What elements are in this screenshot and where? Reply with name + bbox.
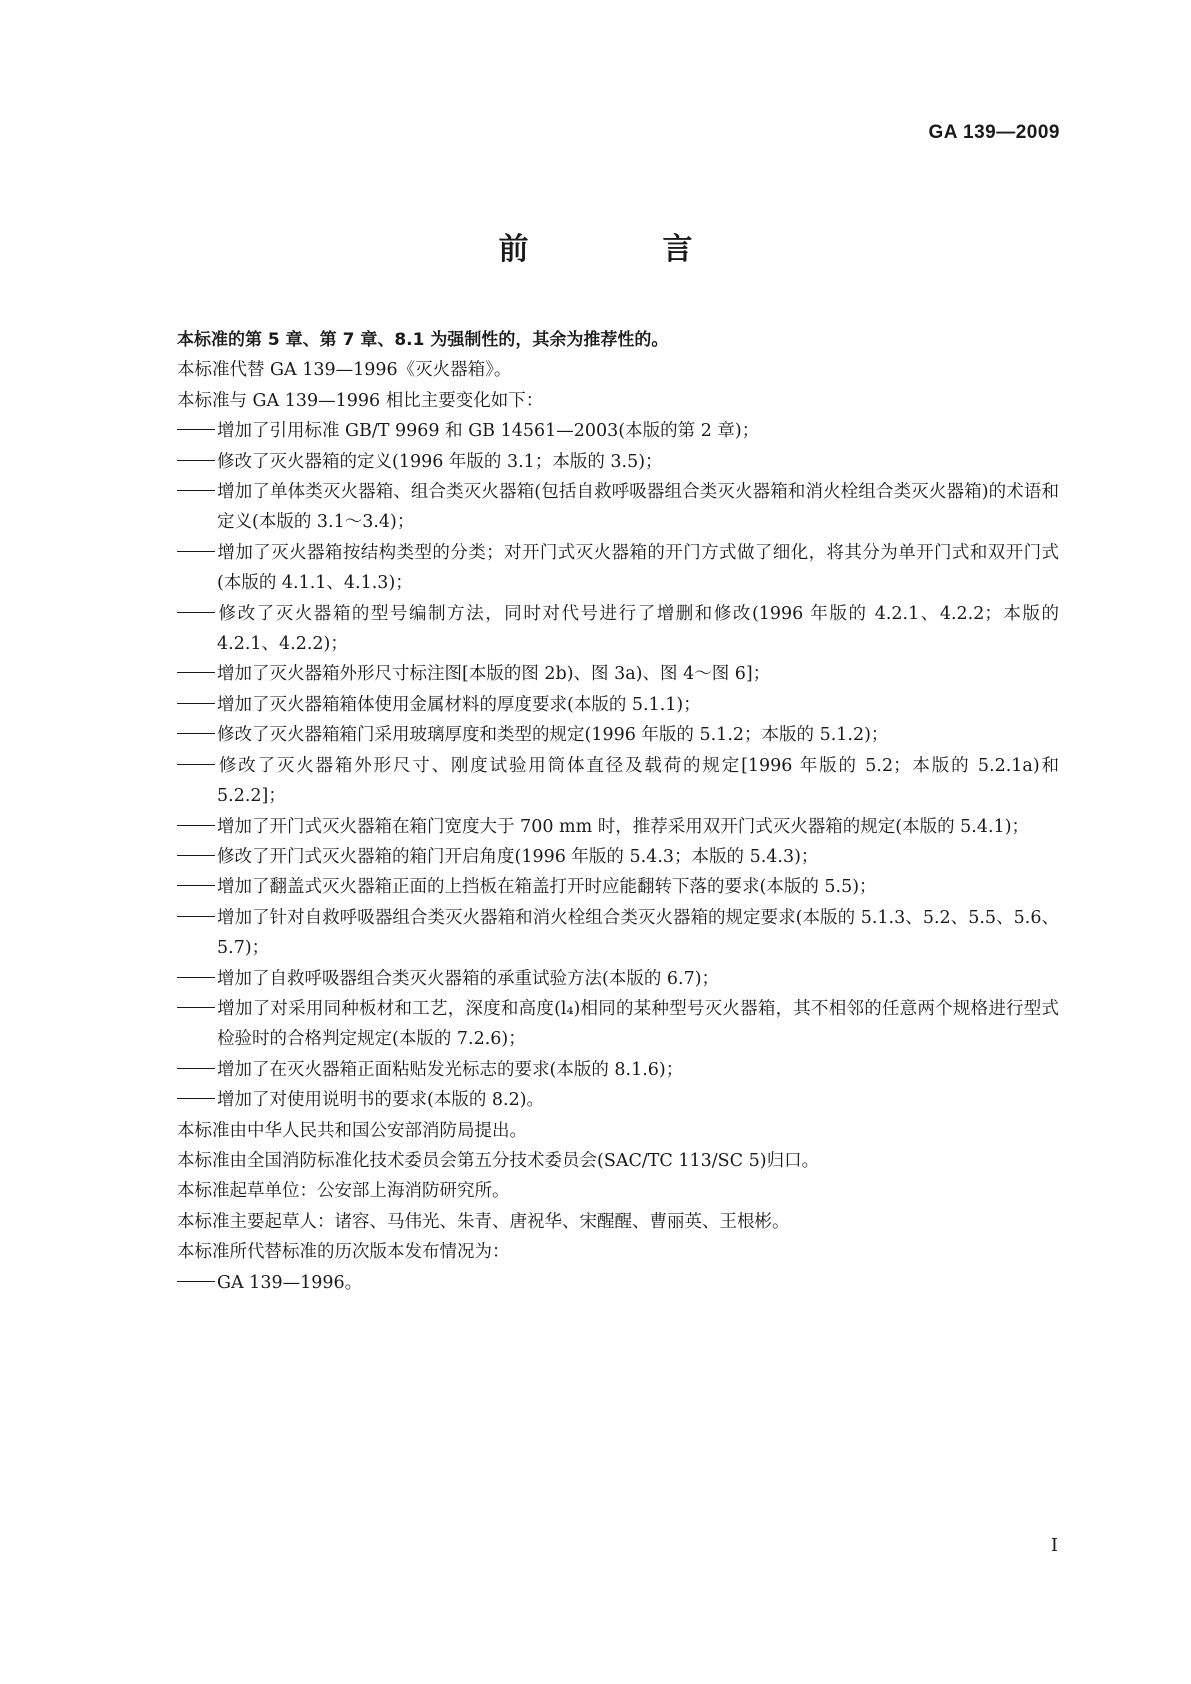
list-item-text: 增加了对采用同种板材和工艺，深度和高度(l₄)相同的某种型号灭火器箱，其不相邻的任意两个规格进行型式检验时的合格判定规定(本版的 7.2.6)；	[217, 998, 1059, 1050]
dash-marker	[177, 477, 217, 507]
dash-marker	[177, 994, 217, 1024]
dash-marker	[177, 872, 217, 902]
list-item	[177, 416, 1059, 446]
list-item-text: 增加了自救呼吸器组合类灭火器箱的承重试验方法(本版的 6.7)；	[217, 968, 720, 989]
dash-marker	[177, 903, 217, 933]
list-item	[177, 751, 1059, 812]
page-number: I	[1050, 1535, 1058, 1556]
list-item	[177, 994, 1059, 1055]
list-item-text: 修改了灭火器箱的定义(1996 年版的 3.1；本版的 3.5)；	[217, 451, 663, 472]
dash-marker	[177, 720, 217, 750]
changes-list	[177, 416, 1059, 1115]
list-item	[177, 538, 1059, 599]
list-item	[177, 1055, 1059, 1085]
list-item-text: 增加了灭火器箱箱体使用金属材料的厚度要求(本版的 5.1.1)；	[217, 694, 701, 715]
list-item-text: 增加了在灭火器箱正面粘贴发光标志的要求(本版的 8.1.6)；	[217, 1059, 684, 1080]
dash-marker	[177, 690, 217, 720]
mandatory-statement: 本标准的第 5 章、第 7 章、8.1 为强制性的，其余为推荐性的。	[177, 330, 669, 350]
list-item	[177, 720, 1059, 750]
list-item-text: 增加了灭火器箱按结构类型的分类；对开门式灭火器箱的开门方式做了细化，将其分为单开门式和双开门式(本版的 4.1.1、4.1.3)；	[217, 542, 1059, 594]
list-item-text: 修改了灭火器箱外形尺寸、刚度试验用筒体直径及载荷的规定[1996 年版的 5.2；本版的 5.2.1a)和 5.2.2]；	[217, 755, 1059, 807]
list-item	[177, 447, 1059, 477]
list-item	[177, 477, 1059, 538]
list-item	[177, 903, 1059, 964]
page-title: 前 言	[498, 232, 745, 267]
list-item-text: 增加了对使用说明书的要求(本版的 8.2)。	[217, 1090, 545, 1111]
dash-marker	[177, 416, 217, 446]
foreword-body	[177, 325, 1059, 1298]
dash-marker	[177, 842, 217, 872]
list-item-text: 增加了翻盖式灭火器箱正面的上挡板在箱盖打开时应能翻转下落的要求(本版的 5.5)；	[217, 877, 877, 898]
changes-intro: 本标准与 GA 139—1996 相比主要变化如下：	[177, 390, 544, 411]
committee-statement: 本标准由全国消防标准化技术委员会第五分技术委员会(SAC/TC 113/SC 5)归口。	[177, 1150, 820, 1171]
list-item-text: 增加了引用标准 GB/T 9969 和 GB 14561—2003(本版的第 2 章)；	[217, 421, 760, 442]
list-item	[177, 964, 1059, 994]
list-item	[177, 842, 1059, 872]
dash-marker	[177, 1268, 217, 1298]
list-item-text: 修改了开门式灭火器箱的箱门开启角度(1996 年版的 5.4.3；本版的 5.4.3)；	[217, 846, 819, 867]
list-item-text: 增加了灭火器箱外形尺寸标注图[本版的图 2b)、图 3a)、图 4～图 6]；	[217, 664, 771, 685]
list-item	[177, 1085, 1059, 1115]
history-intro: 本标准所代替标准的历次版本发布情况为：	[177, 1242, 510, 1263]
dash-marker	[177, 659, 217, 689]
dash-marker	[177, 751, 217, 781]
dash-marker	[177, 812, 217, 842]
list-item-text: 增加了单体类灭火器箱、组合类灭火器箱(包括自救呼吸器组合类灭火器箱和消火栓组合类灭火器箱)的术语和定义(本版的 3.1～3.4)；	[217, 482, 1059, 533]
dash-marker	[177, 447, 217, 477]
list-item-text: 增加了针对自救呼吸器组合类灭火器箱和消火栓组合类灭火器箱的规定要求(本版的 5.1.3、5.2、5.5、5.6、5.7)；	[217, 907, 1059, 959]
dash-marker	[177, 599, 217, 629]
drafting-unit-statement: 本标准起草单位：公安部上海消防研究所。	[177, 1181, 510, 1202]
dash-marker	[177, 964, 217, 994]
list-item	[177, 690, 1059, 720]
list-item	[177, 872, 1059, 902]
dash-marker	[177, 538, 217, 568]
list-item	[177, 659, 1059, 689]
drafters-statement: 本标准主要起草人：诸容、马伟光、朱青、唐祝华、宋醒醒、曹丽英、王根彬。	[177, 1211, 790, 1232]
replaces-statement: 本标准代替 GA 139—1996《灭火器箱》。	[177, 360, 512, 381]
list-item	[177, 599, 1059, 660]
dash-marker	[177, 1055, 217, 1085]
list-item	[177, 812, 1059, 842]
list-item-text: 修改了灭火器箱的型号编制方法，同时对代号进行了增删和修改(1996 年版的 4.2.1、4.2.2；本版的 4.2.1、4.2.2)；	[217, 603, 1059, 655]
standard-code: GA 139—2009	[928, 122, 1060, 143]
history-item-text: GA 139—1996。	[217, 1272, 363, 1293]
history-item	[177, 1268, 1059, 1298]
list-item-text: 修改了灭火器箱箱门采用玻璃厚度和类型的规定(1996 年版的 5.1.2；本版的 5.1.2)；	[217, 725, 889, 746]
dash-marker	[177, 1085, 217, 1115]
list-item-text: 增加了开门式灭火器箱在箱门宽度大于 700 mm 时，推荐采用双开门式灭火器箱的规定(本版的 5.4.1)；	[217, 816, 1030, 837]
proposer-statement: 本标准由中华人民共和国公安部消防局提出。	[177, 1120, 527, 1141]
